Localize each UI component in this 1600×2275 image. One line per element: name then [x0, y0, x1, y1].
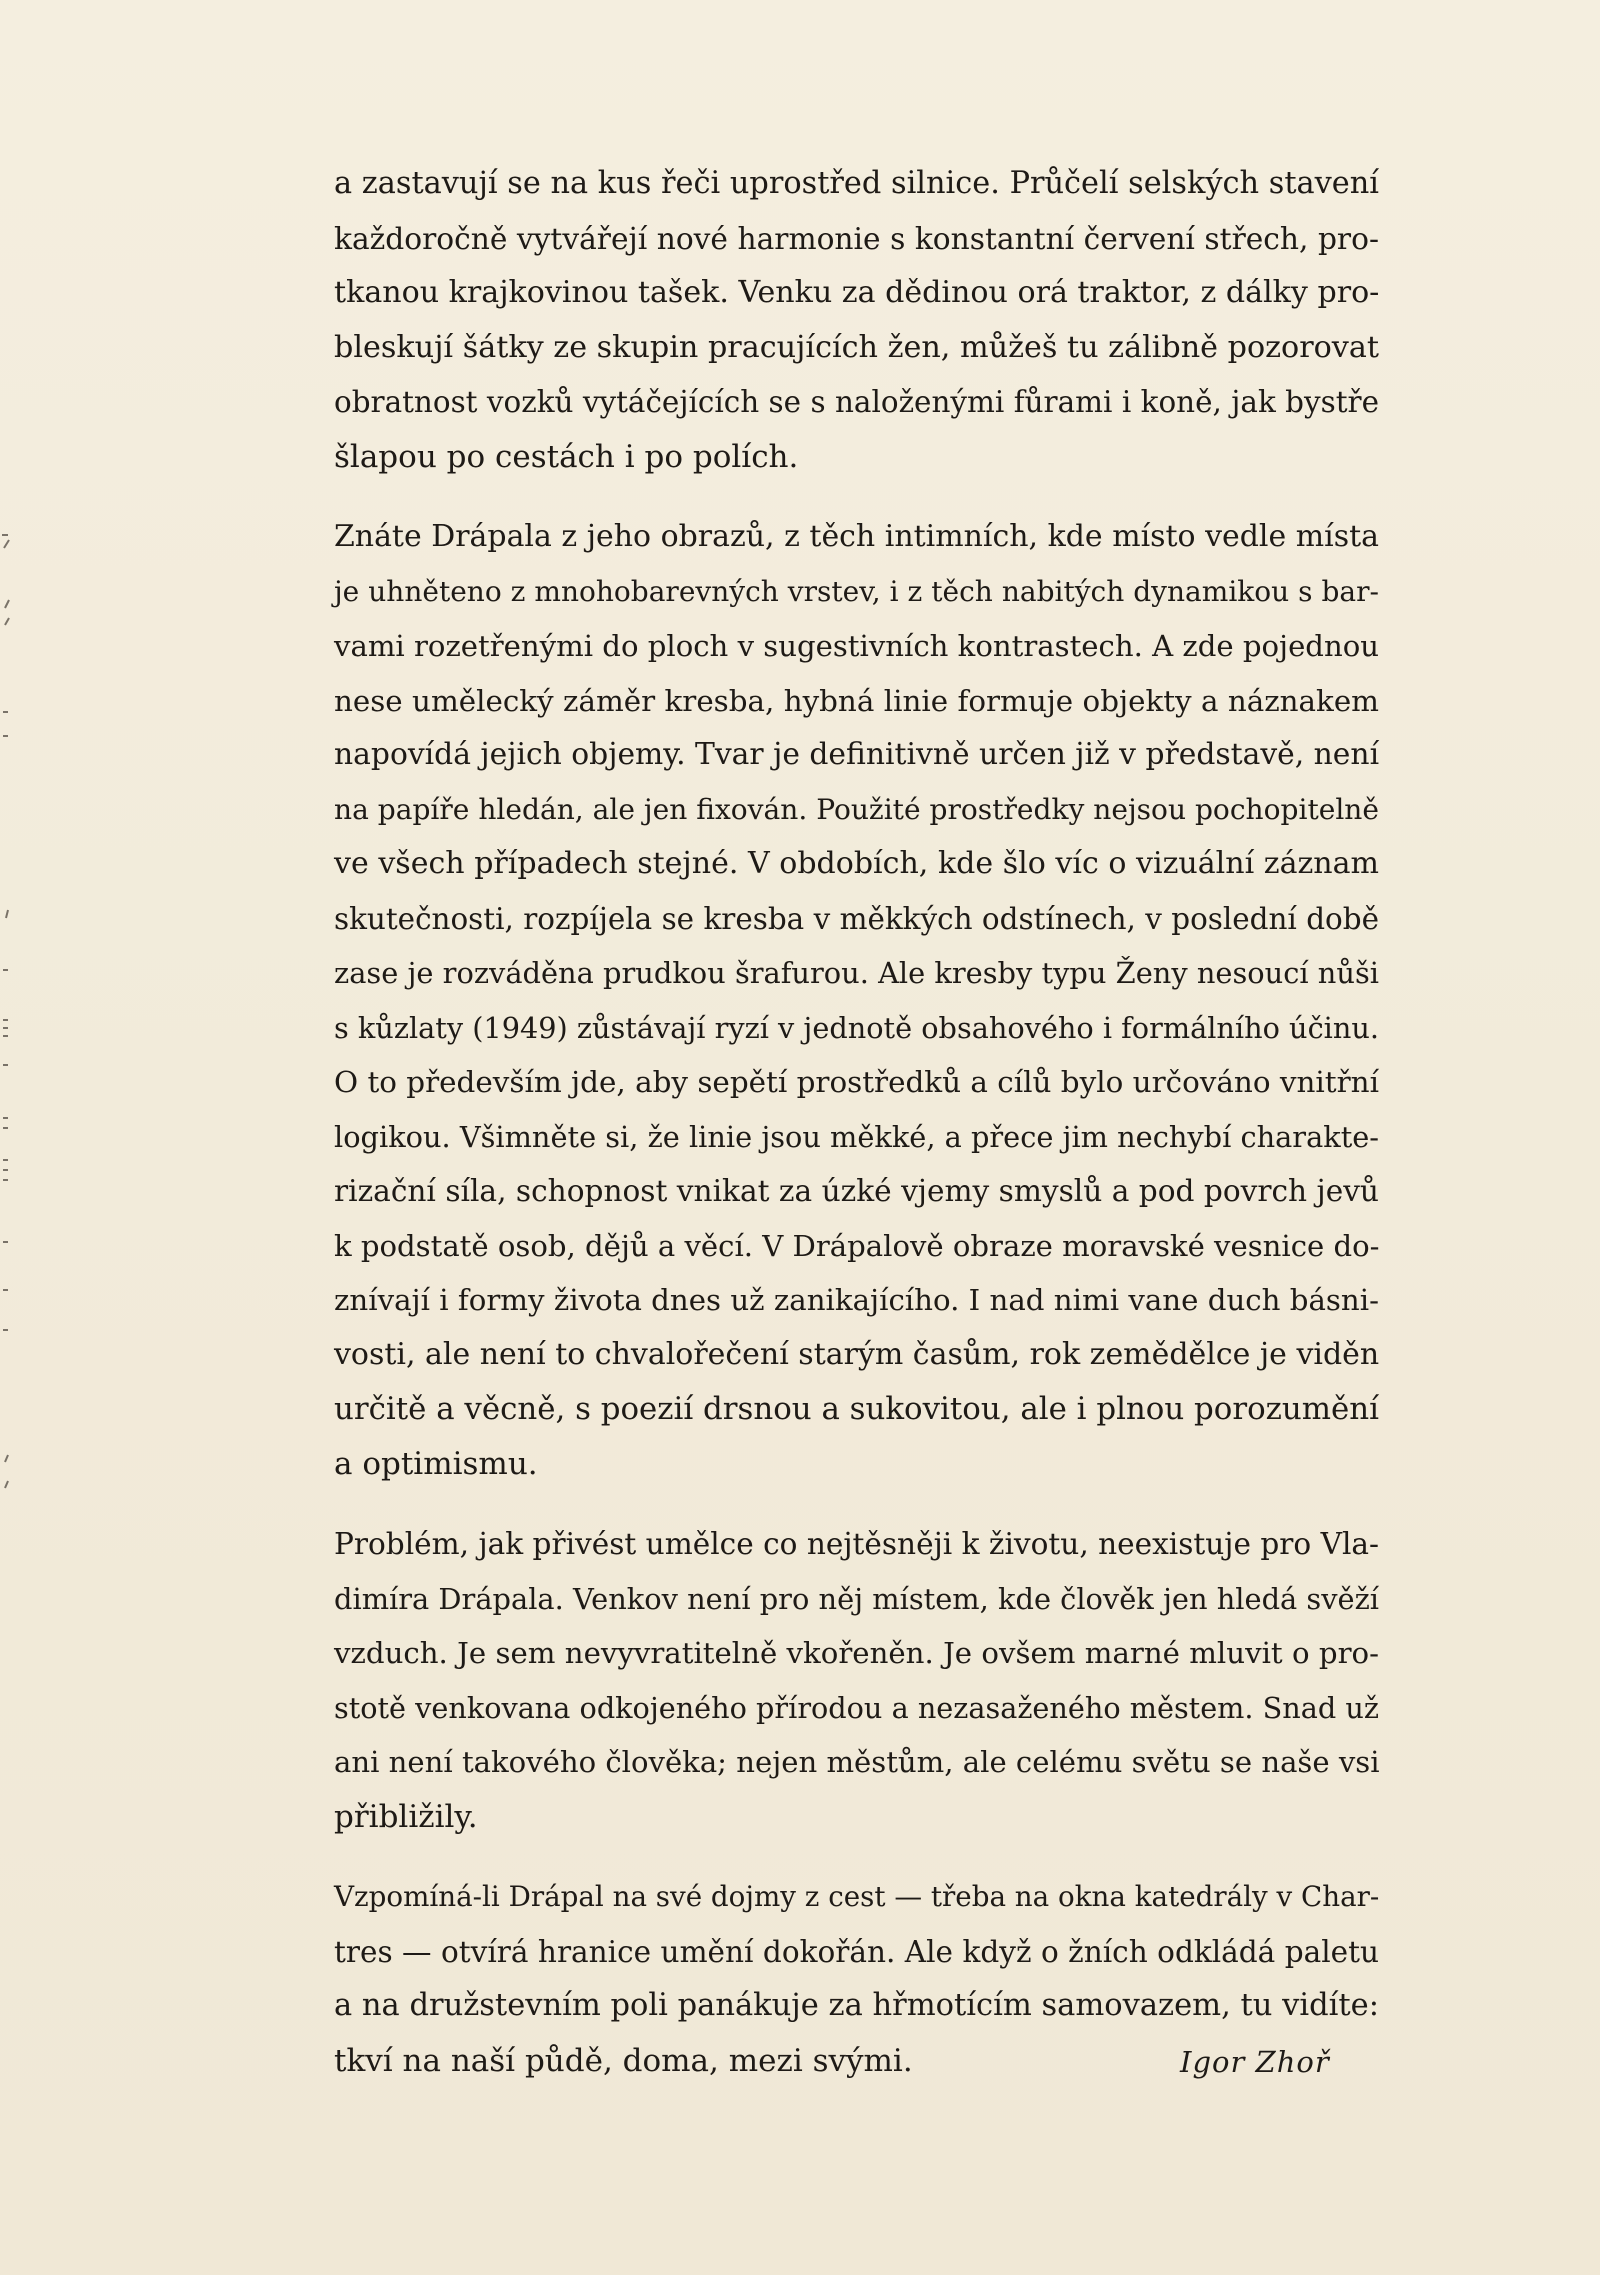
text-line: každoročně vytvářejí nové harmonie s konstantní červení střech, pro- — [334, 220, 1379, 256]
text-line: Znáte Drápala z jeho obrazů, z těch intimních, kde místo vedle místa — [334, 519, 1379, 554]
article-text — [334, 157, 1379, 2088]
text-line: ve všech případech stejné. V obdobích, kde šlo víc o vizuální záznam — [334, 846, 1379, 881]
text-line: skutečnosti, rozpíjela se kresba v měkkých odstínech, v poslední době — [334, 901, 1379, 936]
text-line: a zastavují se na kus řeči uprostřed silnice. Průčelí selských stavení — [334, 166, 1379, 201]
text-line: rizační síla, schopnost vnikat za úzké vjemy smyslů a pod povrch jevů — [334, 1174, 1379, 1208]
text-line: O to především jde, aby sepětí prostředků a cílů bylo určováno vnitřní — [334, 1065, 1379, 1099]
text-line: tkví na naší půdě, doma, mezi svými. — [334, 2042, 913, 2079]
text-line: znívají i formy života dnes už zanikajícího. I nad nimi vane duch básni- — [334, 1283, 1379, 1317]
page-edge-bleed-marks — [0, 0, 20, 2275]
text-line: přibližily. — [334, 1798, 478, 1835]
text-line: vami rozetřenými do ploch v sugestivních kontrastech. A zde pojednou — [334, 629, 1380, 663]
text-line: napovídá jejich objemy. Tvar je definitivně určen již v představě, není — [334, 737, 1380, 772]
text-line: obratnost vozků vytáčejících se s naloženými fůrami i koně, jak bystře — [334, 385, 1379, 419]
text-line: Problém, jak přivést umělce co nejtěsněji k životu, neexistuje pro Vla- — [334, 1527, 1379, 1561]
text-line: logikou. Všimněte si, že linie jsou měkké, a přece jim nechybí charakte- — [334, 1119, 1380, 1154]
text-line: a optimismu. — [334, 1445, 538, 1482]
text-line: zase je rozváděna prudkou šrafurou. Ale kresby typu Ženy nesoucí nůši — [334, 956, 1379, 990]
text-line: s kůzlaty (1949) zůstávají ryzí v jednotě obsahového i formálního účinu. — [334, 1010, 1379, 1045]
text-line: k podstatě osob, dějů a věcí. V Drápalově obraze moravské vesnice do- — [334, 1228, 1380, 1263]
paragraph-2 — [334, 510, 1379, 1491]
text-line: určitě a věcně, s poezií drsnou a sukovitou, ale i plnou porozumění — [334, 1391, 1380, 1427]
text-line: ani není takového člověka; nejen městům, ale celému světu se naše vsi — [334, 1745, 1380, 1779]
text-line: tres — otvírá hranice umění dokořán. Ale když o žních odkládá paletu — [334, 1934, 1379, 1969]
text-line: tkanou krajkovinou tašek. Venku za dědinou orá traktor, z dálky pro- — [334, 275, 1380, 310]
author-signature: Igor Zhoř — [1180, 2045, 1330, 2079]
text-line: bleskují šátky ze skupin pracujících žen, můžeš tu zálibně pozorovat — [334, 329, 1379, 365]
text-line: je uhněteno z mnohobarevných vrstev, i z těch nabitých dynamikou s bar- — [334, 574, 1379, 608]
text-line: vosti, ale není to chvalořečení starým časům, rok zemědělce je viděn — [334, 1336, 1380, 1372]
text-line: vzduch. Je sem nevyvratitelně vkořeněn. Je ovšem marné mluvit o pro- — [334, 1636, 1379, 1670]
text-line: stotě venkovana odkojeného přírodou a nezasaženého městem. Snad už — [334, 1690, 1379, 1725]
text-line: nese umělecký záměr kresba, hybná linie formuje objekty a náznakem — [334, 683, 1379, 718]
text-line: dimíra Drápala. Venkov není pro něj místem, kde člověk jen hledá svěží — [334, 1581, 1379, 1616]
text-line: Vzpomíná-li Drápal na své dojmy z cest — třeba na okna katedrály v Char- — [334, 1880, 1380, 1913]
text-line: na papíře hledán, ale jen fixován. Použité prostředky nejsou pochopitelně — [334, 792, 1379, 826]
text-line: šlapou po cestách i po polích. — [334, 438, 799, 475]
paragraph-3 — [334, 1517, 1379, 1844]
paragraph-1 — [334, 157, 1379, 484]
text-line: a na družstevním poli panákuje za hřmotícím samovazem, tu vidíte: — [334, 1988, 1379, 2023]
